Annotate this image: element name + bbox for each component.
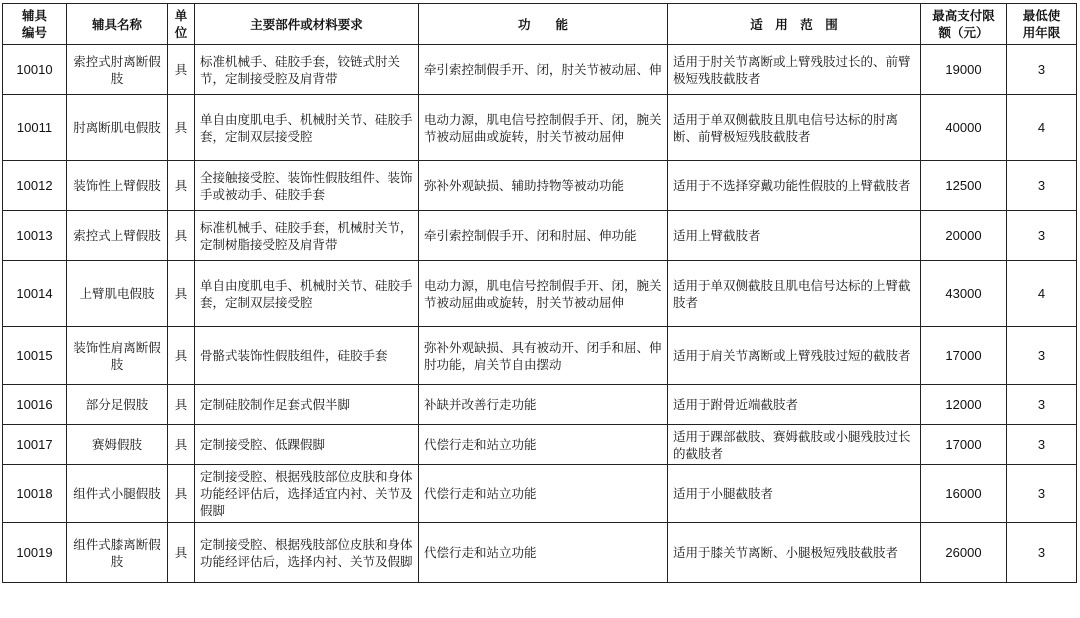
cell-material: 定制接受腔、根据残肢部位皮肤和身体功能经评估后，选择适宜内衬、关节及假脚 bbox=[195, 465, 419, 523]
cell-material: 单自由度肌电手、机械肘关节、硅胶手套，定制双层接受腔 bbox=[195, 95, 419, 161]
table-row bbox=[3, 261, 1077, 327]
cell-code: 10017 bbox=[3, 425, 67, 465]
cell-code: 10011 bbox=[3, 95, 67, 161]
header-function: 功 能 bbox=[419, 4, 668, 45]
table-row bbox=[3, 211, 1077, 261]
cell-scope: 适用于单双侧截肢且肌电信号达标的肘离断、前臂极短残肢截肢者 bbox=[668, 95, 921, 161]
cell-price: 40000 bbox=[921, 95, 1007, 161]
cell-unit: 具 bbox=[168, 523, 195, 583]
assistive-device-table bbox=[2, 3, 1077, 583]
cell-years: 3 bbox=[1007, 211, 1077, 261]
cell-function: 弥补外观缺损、具有被动开、闭手和屈、伸肘功能，肩关节自由摆动 bbox=[419, 327, 668, 385]
cell-function: 代偿行走和站立功能 bbox=[419, 465, 668, 523]
cell-name: 部分足假肢 bbox=[67, 385, 168, 425]
cell-name: 赛姆假肢 bbox=[67, 425, 168, 465]
table-row bbox=[3, 523, 1077, 583]
cell-material: 全接触接受腔、装饰性假肢组件、装饰手或被动手、硅胶手套 bbox=[195, 161, 419, 211]
cell-years: 3 bbox=[1007, 161, 1077, 211]
table-row bbox=[3, 45, 1077, 95]
cell-name: 装饰性肩离断假肢 bbox=[67, 327, 168, 385]
cell-function: 代偿行走和站立功能 bbox=[419, 425, 668, 465]
cell-material: 定制接受腔、根据残肢部位皮肤和身体功能经评估后，选择内衬、关节及假脚 bbox=[195, 523, 419, 583]
cell-code: 10015 bbox=[3, 327, 67, 385]
cell-name: 组件式小腿假肢 bbox=[67, 465, 168, 523]
cell-years: 3 bbox=[1007, 425, 1077, 465]
table-row bbox=[3, 385, 1077, 425]
header-code: 辅具 编号 bbox=[3, 4, 67, 45]
cell-scope: 适用于单双侧截肢且肌电信号达标的上臂截肢者 bbox=[668, 261, 921, 327]
cell-function: 电动力源，肌电信号控制假手开、闭，腕关节被动屈曲或旋转，肘关节被动屈伸 bbox=[419, 95, 668, 161]
header-unit: 单 位 bbox=[168, 4, 195, 45]
cell-name: 肘离断肌电假肢 bbox=[67, 95, 168, 161]
cell-material: 定制硅胶制作足套式假半脚 bbox=[195, 385, 419, 425]
cell-function: 弥补外观缺损、辅助持物等被动功能 bbox=[419, 161, 668, 211]
table-row bbox=[3, 465, 1077, 523]
cell-scope: 适用于踝部截肢、赛姆截肢或小腿残肢过长的截肢者 bbox=[668, 425, 921, 465]
cell-years: 4 bbox=[1007, 261, 1077, 327]
cell-code: 10013 bbox=[3, 211, 67, 261]
cell-function: 补缺并改善行走功能 bbox=[419, 385, 668, 425]
cell-price: 19000 bbox=[921, 45, 1007, 95]
header-years: 最低使 用年限 bbox=[1007, 4, 1077, 45]
cell-code: 10012 bbox=[3, 161, 67, 211]
cell-scope: 适用于跗骨近端截肢者 bbox=[668, 385, 921, 425]
cell-function: 电动力源，肌电信号控制假手开、闭，腕关节被动屈曲或旋转，肘关节被动屈伸 bbox=[419, 261, 668, 327]
table-body bbox=[3, 45, 1077, 583]
table-row bbox=[3, 327, 1077, 385]
cell-price: 17000 bbox=[921, 425, 1007, 465]
cell-scope: 适用于肩关节离断或上臂残肢过短的截肢者 bbox=[668, 327, 921, 385]
cell-years: 3 bbox=[1007, 385, 1077, 425]
table-row bbox=[3, 161, 1077, 211]
header-name: 辅具名称 bbox=[67, 4, 168, 45]
cell-material: 单自由度肌电手、机械肘关节、硅胶手套，定制双层接受腔 bbox=[195, 261, 419, 327]
cell-name: 索控式上臂假肢 bbox=[67, 211, 168, 261]
cell-price: 43000 bbox=[921, 261, 1007, 327]
cell-scope: 适用于小腿截肢者 bbox=[668, 465, 921, 523]
cell-years: 3 bbox=[1007, 465, 1077, 523]
cell-function: 代偿行走和站立功能 bbox=[419, 523, 668, 583]
table-row bbox=[3, 425, 1077, 465]
cell-price: 16000 bbox=[921, 465, 1007, 523]
cell-price: 20000 bbox=[921, 211, 1007, 261]
cell-code: 10018 bbox=[3, 465, 67, 523]
cell-price: 26000 bbox=[921, 523, 1007, 583]
cell-name: 索控式肘离断假肢 bbox=[67, 45, 168, 95]
cell-price: 12000 bbox=[921, 385, 1007, 425]
cell-unit: 具 bbox=[168, 95, 195, 161]
cell-code: 10014 bbox=[3, 261, 67, 327]
cell-years: 3 bbox=[1007, 45, 1077, 95]
assistive-device-table-sheet bbox=[2, 3, 1077, 583]
cell-scope: 适用上臂截肢者 bbox=[668, 211, 921, 261]
cell-material: 骨骼式装饰性假肢组件，硅胶手套 bbox=[195, 327, 419, 385]
cell-unit: 具 bbox=[168, 45, 195, 95]
cell-unit: 具 bbox=[168, 465, 195, 523]
cell-unit: 具 bbox=[168, 261, 195, 327]
cell-code: 10016 bbox=[3, 385, 67, 425]
cell-unit: 具 bbox=[168, 211, 195, 261]
cell-years: 3 bbox=[1007, 327, 1077, 385]
cell-unit: 具 bbox=[168, 161, 195, 211]
cell-unit: 具 bbox=[168, 425, 195, 465]
cell-code: 10010 bbox=[3, 45, 67, 95]
header-scope: 适 用 范 围 bbox=[668, 4, 921, 45]
cell-name: 上臂肌电假肢 bbox=[67, 261, 168, 327]
table-row bbox=[3, 95, 1077, 161]
cell-scope: 适用于肘关节离断或上臂残肢过长的、前臂极短残肢截肢者 bbox=[668, 45, 921, 95]
cell-price: 12500 bbox=[921, 161, 1007, 211]
cell-function: 牵引索控制假手开、闭和肘屈、伸功能 bbox=[419, 211, 668, 261]
cell-material: 定制接受腔、低踝假脚 bbox=[195, 425, 419, 465]
header-price: 最高支付限 额（元） bbox=[921, 4, 1007, 45]
cell-unit: 具 bbox=[168, 385, 195, 425]
cell-function: 牵引索控制假手开、闭，肘关节被动屈、伸 bbox=[419, 45, 668, 95]
header-material: 主要部件或材料要求 bbox=[195, 4, 419, 45]
cell-unit: 具 bbox=[168, 327, 195, 385]
cell-material: 标准机械手、硅胶手套，铰链式肘关节，定制接受腔及肩背带 bbox=[195, 45, 419, 95]
cell-code: 10019 bbox=[3, 523, 67, 583]
cell-years: 3 bbox=[1007, 523, 1077, 583]
table-header-row bbox=[3, 4, 1077, 45]
cell-name: 装饰性上臂假肢 bbox=[67, 161, 168, 211]
cell-material: 标准机械手、硅胶手套，机械肘关节，定制树脂接受腔及肩背带 bbox=[195, 211, 419, 261]
cell-name: 组件式膝离断假肢 bbox=[67, 523, 168, 583]
cell-scope: 适用于膝关节离断、小腿极短残肢截肢者 bbox=[668, 523, 921, 583]
cell-scope: 适用于不选择穿戴功能性假肢的上臂截肢者 bbox=[668, 161, 921, 211]
cell-price: 17000 bbox=[921, 327, 1007, 385]
cell-years: 4 bbox=[1007, 95, 1077, 161]
